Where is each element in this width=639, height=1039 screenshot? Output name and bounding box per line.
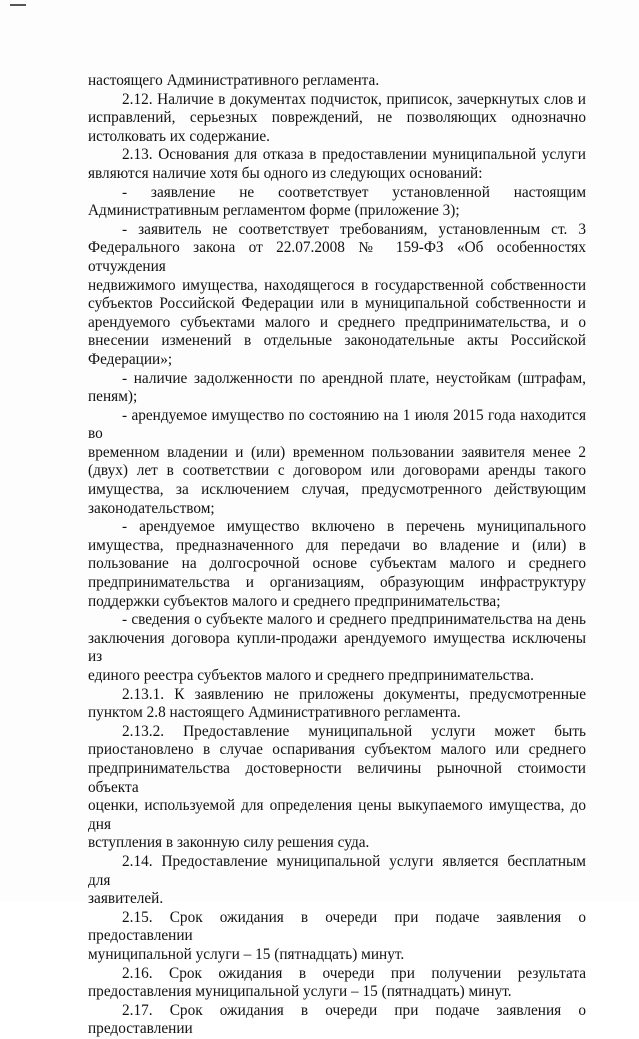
- text-line: настоящего Административного регламента.: [88, 72, 380, 89]
- text-line: имущества, предназначенного для передачи во владение и (или) в: [88, 536, 586, 554]
- text-line: единого реестра субъектов малого и среднего предпринимательства.: [88, 667, 534, 684]
- text-line: муниципальной услуги – 15 (пятнадцать) минут.: [88, 945, 405, 963]
- text-line: Федерального закона от 22.07.2008 № 159-ФЗ «Об особенностях отчуждения: [88, 239, 586, 275]
- text-line: 2.13. Основания для отказа в предоставлении муниципальной услуги: [122, 146, 586, 164]
- text-line: субъектов Российской Федерации или в муниципальной собственности и: [88, 295, 586, 313]
- text-line: 2.12. Наличие в документах подчисток, приписок, зачеркнутых слов и: [122, 90, 586, 108]
- text-line: временном владении и (или) временном пользовании заявителя менее 2: [88, 443, 586, 461]
- text-line: пеням);: [88, 388, 138, 406]
- text-line: поддержки субъектов малого и среднего предпринимательства;: [88, 592, 501, 610]
- text-line: 2.17. Срок ожидания в очереди при подаче заявления о предоставлении: [88, 1001, 586, 1038]
- text-line: заключения договора купли-продажи арендуемого имущества исключены из: [88, 629, 586, 666]
- text-line: предоставления муниципальной услуги – 15 (пятнадцать) минут.: [88, 983, 512, 1001]
- text-line: законодательством;: [88, 499, 215, 517]
- text-line: - наличие задолженности по арендной плате, неустойкам (штрафам,: [122, 369, 586, 387]
- text-line: 2.14. Предоставление муниципальной услуги является бесплатным для: [88, 852, 586, 889]
- text-line: имущества, за исключением случая, предусмотренного действующим: [88, 481, 586, 499]
- text-line: 2.13.1. К заявлению не приложены документы, предусмотренные: [122, 685, 586, 703]
- text-line: вступления в законную силу решения суда.: [88, 834, 370, 852]
- text-line: - арендуемое имущество включено в перечень муниципального: [122, 518, 586, 536]
- text-line: предпринимательства и организациям, образующим инфраструктуру: [88, 574, 586, 592]
- text-line: - заявление не соответствует установленной настоящим: [122, 183, 586, 201]
- text-line: недвижимого имущества, находящегося в государственной собственности: [88, 276, 586, 294]
- text-line: внесении изменений в отдельные законодательные акты Российской: [88, 332, 586, 350]
- text-line: пунктом 2.8 настоящего Административного регламента.: [88, 704, 461, 722]
- text-line: оценки, используемой для определения цены выкупаемого имущества, до дня: [88, 797, 586, 833]
- text-line: исправлений, серьезных повреждений, не позволяющих однозначно: [88, 109, 586, 127]
- text-line: заявителей.: [88, 890, 164, 908]
- text-line: 2.13.2. Предоставление муниципальной услуги может быть: [122, 722, 586, 740]
- text-line: предпринимательства достоверности величины рыночной стоимости объекта: [88, 759, 586, 796]
- scan-mark: [10, 4, 26, 6]
- text-line: - заявитель не соответствует требованиям, установленным ст. 3: [122, 220, 586, 238]
- text-line: приостановлено в случае оспаривания субъектом малого или среднего: [88, 741, 586, 759]
- text-line: (двух) лет в соответствии с договором или договорами аренды такого: [88, 462, 586, 480]
- text-line: Административным регламентом форме (приложение 3);: [88, 202, 460, 220]
- text-line: 2.16. Срок ожидания в очереди при получении результата: [122, 964, 586, 982]
- text-line: 2.15. Срок ожидания в очереди при подаче заявления о предоставлении: [88, 908, 586, 945]
- text-line: - арендуемое имущество по состоянию на 1 июля 2015 года находится во: [88, 406, 586, 443]
- text-line: арендуемого субъектами малого и среднего предпринимательства, и о: [88, 313, 586, 331]
- text-line: Федерации»;: [88, 350, 173, 368]
- text-line: являются наличие хотя бы одного из следующих оснований:: [88, 164, 483, 182]
- document-body: [88, 72, 586, 1039]
- text-line: пользование на долгосрочной основе субъектам малого и среднего: [88, 555, 586, 573]
- text-line: - сведения о субъекте малого и среднего предпринимательства на день: [122, 611, 586, 629]
- text-line: истолковать их содержание.: [88, 127, 270, 145]
